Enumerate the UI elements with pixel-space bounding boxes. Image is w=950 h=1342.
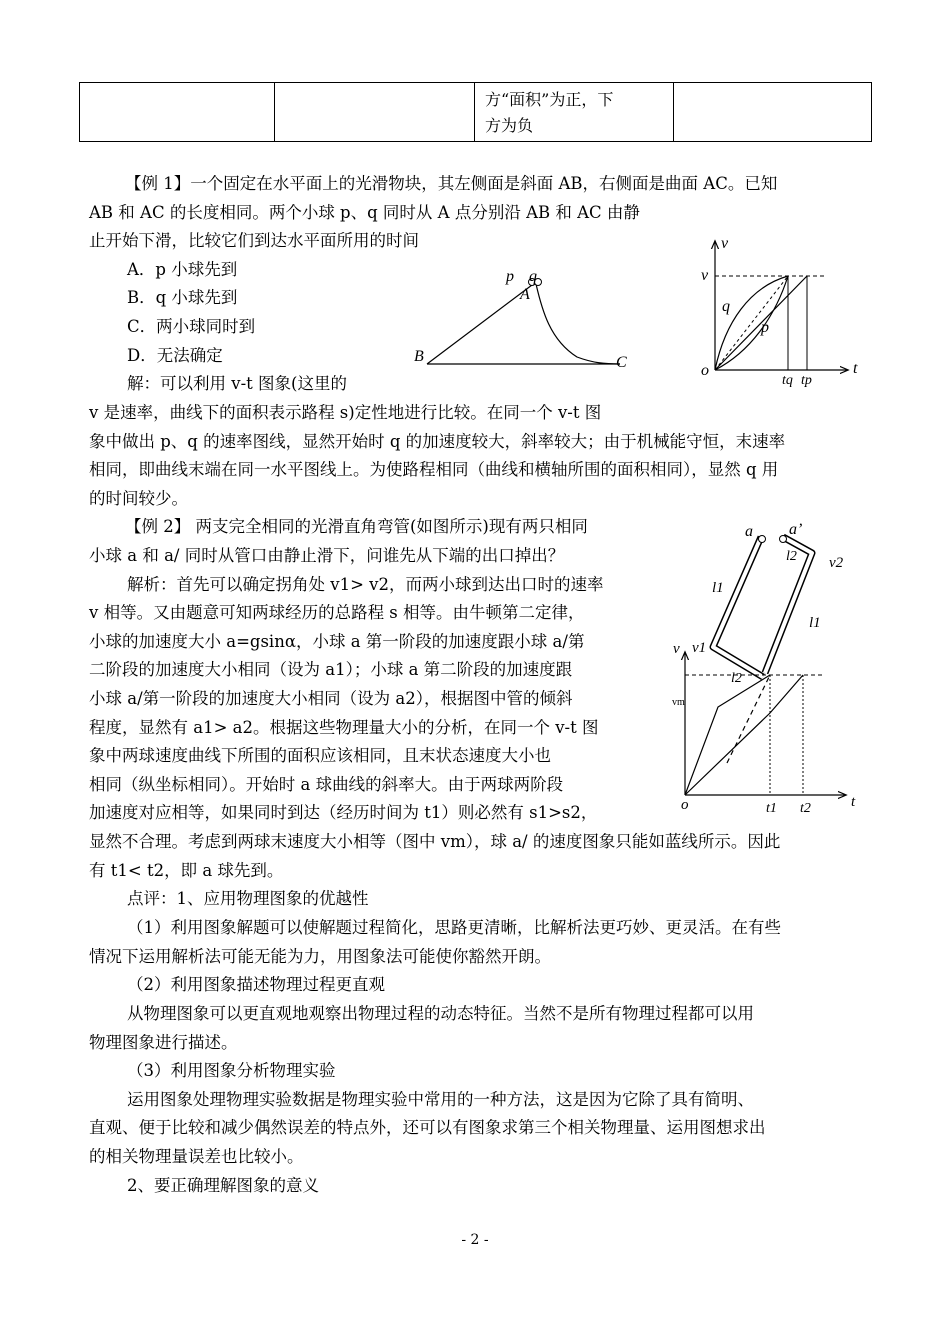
- ex2-line13: 有 t1< t2，即 a 球先到。: [89, 861, 284, 880]
- ex1-line2: AB 和 AC 的长度相同。两个小球 p、q 同时从 A 点分别沿 AB 和 AC 由静: [89, 203, 640, 222]
- origin-label: o: [681, 797, 689, 813]
- ex2-line2: 小球 a 和 a/ 同时从管口由静止滑下，问谁先从下端的出口掉出？: [89, 546, 565, 565]
- ex1-line3: 止开始下滑，比较它们到达水平面所用的时间: [89, 231, 419, 250]
- ex2-line10: 相同（纵坐标相同）。开始时 a 球曲线的斜率大。由于两球两阶段: [89, 775, 564, 794]
- ex2-line5: 小球的加速度大小 a=gsinα，小球 a 第一阶段的加速度跟小球 a/第: [89, 632, 585, 651]
- label-l2-top: l2: [786, 549, 797, 564]
- label-v1: v1: [692, 640, 707, 656]
- label-a: a: [745, 523, 753, 540]
- graph-ball-a: [685, 675, 770, 795]
- ex2-line9: 象中两球速度曲线下所围的面积应该相同，且末状态速度大小也: [89, 746, 551, 765]
- comment-p2: （2）利用图象描述物理过程更直观: [127, 975, 385, 994]
- vm-label: vm: [672, 697, 685, 708]
- label-l1-right: l1: [809, 615, 821, 631]
- ex1-solution-5: 的时间较少。: [89, 489, 188, 508]
- ex2-line1: 【例 2】 两支完全相同的光滑直角弯管(如图所示)现有两只相同: [125, 517, 588, 536]
- curve-q: [715, 276, 788, 370]
- ex1-solution-3: 象中做出 p、q 的速率图线，显然开始时 q 的加速度较大，斜率较大；由于机械能守恒，末速率: [89, 432, 786, 451]
- ex1-option-c: C．两小球同时到: [127, 317, 256, 336]
- ex2-line11: 加速度对应相等，如果同时到达（经历时间为 t1）则必然有 s1>s2，: [89, 803, 598, 822]
- continuation-table: [79, 82, 872, 142]
- comment-p3: （3）利用图象分析物理实验: [127, 1061, 336, 1080]
- axis-t-label: t: [851, 794, 856, 810]
- ex2-line8: 程度，显然有 a1> a2。根据这些物理量大小的分析，在同一个 v-t 图: [89, 718, 599, 737]
- label-p: p: [506, 268, 514, 285]
- label-q: q: [529, 268, 537, 285]
- tp-label: tp: [801, 373, 812, 388]
- ex1-option-d: D．无法确定: [127, 346, 223, 365]
- ball-a-prime: [780, 536, 787, 543]
- table-cell-1: [80, 83, 275, 142]
- label-B: B: [414, 348, 424, 365]
- label-a-prime: a’: [789, 521, 803, 538]
- ex1-vt-graph: [695, 232, 870, 390]
- axis-v-label: v: [673, 641, 680, 657]
- page-number: - 2 -: [461, 1232, 489, 1248]
- tq-label: tq: [782, 373, 793, 388]
- table-cell-3-line1: 方“面积”为正，下: [485, 90, 614, 109]
- comment-p1b: 情况下运用解析法可能无能为力，用图象法可能使你豁然开朗。: [89, 947, 551, 966]
- label-A: A: [520, 286, 530, 303]
- ball-a: [759, 536, 766, 543]
- comment-title: 点评：1、应用物理图象的优越性: [127, 889, 369, 908]
- table-cell-3: [475, 83, 674, 142]
- axis-t-label: t: [853, 360, 858, 377]
- ex1-option-a: A．p 小球先到: [127, 260, 238, 279]
- ex2-line6: 二阶段的加速度大小相同（设为 a1）；小球 a 第二阶段的加速度跟: [89, 660, 573, 679]
- table-cell-2: [275, 83, 475, 142]
- v-level-label: v: [701, 267, 709, 284]
- label-C: C: [616, 354, 627, 371]
- label-l2-bottom: l2: [731, 671, 742, 686]
- ex2-line4: v 相等。又由题意可知两球经历的总路程 s 相等。由牛顿第二定律，: [89, 603, 585, 622]
- axis-v-label: v: [721, 235, 729, 252]
- ex2-line12: 显然不合理。考虑到两球末速度大小相等（图中 vm），球 a/ 的速度图象只能如蓝线所示。因此: [89, 832, 781, 851]
- tube-a: [713, 537, 763, 677]
- comment-p2b: 物理图象进行描述。: [89, 1033, 238, 1052]
- ex1-solution-2: v 是速率，曲线下的面积表示路程 s)定性地进行比较。在同一个 v-t 图: [89, 403, 602, 422]
- ex1-solution-4: 相同，即曲线末端在同一水平图线上。为使路程相同（曲线和横轴所围的面积相同），显然 q 用: [89, 460, 779, 479]
- t1-label: t1: [766, 801, 777, 816]
- graph-ball-a-prime: [685, 675, 803, 795]
- comment-p1a: （1）利用图象解题可以使解题过程简化，思路更清晰，比解析法更巧妙、更灵活。在有些: [127, 918, 781, 937]
- ex2-line3: 解析：首先可以确定拐角处 v1> v2，而两小球到达出口时的速率: [127, 575, 604, 594]
- p-curve-label: p: [761, 319, 769, 336]
- comment-p3b: 直观、便于比较和减少偶然误差的特点外，还可以有图象求第三个相关物理量、运用图想求出: [89, 1118, 766, 1137]
- comment-p2a: 从物理图象可以更直观地观察出物理过程的动态特征。当然不是所有物理过程都可以用: [127, 1004, 754, 1023]
- t2-label: t2: [800, 801, 811, 816]
- comment-p4: 2、要正确理解图象的意义: [127, 1176, 319, 1195]
- table-cell-4: [674, 83, 872, 142]
- table-cell-3-line2: 方为负: [485, 116, 534, 135]
- ex2-tubes-and-vt-graph: [665, 515, 870, 820]
- comment-p3c: 的相关物理量误差也比较小。: [89, 1147, 304, 1166]
- ex1-incline-figure: [405, 260, 650, 375]
- ex1-line1: 【例 1】一个固定在水平面上的光滑物块，其左侧面是斜面 AB，右侧面是曲面 AC。已知: [125, 174, 778, 193]
- q-curve-label: q: [722, 298, 730, 315]
- ex2-line7: 小球 a/第一阶段的加速度大小相同（设为 a2），根据图中管的倾斜: [89, 689, 573, 708]
- comment-p3a: 运用图象处理物理实验数据是物理实验中常用的一种方法，这是因为它除了具有简明、: [127, 1090, 754, 1109]
- origin-label: o: [701, 362, 709, 379]
- ex1-option-b: B．q 小球先到: [127, 288, 238, 307]
- label-v2: v2: [829, 555, 844, 571]
- ex1-solution-1: 解：可以利用 v-t 图象(这里的: [127, 374, 347, 393]
- label-l1-left: l1: [712, 580, 724, 596]
